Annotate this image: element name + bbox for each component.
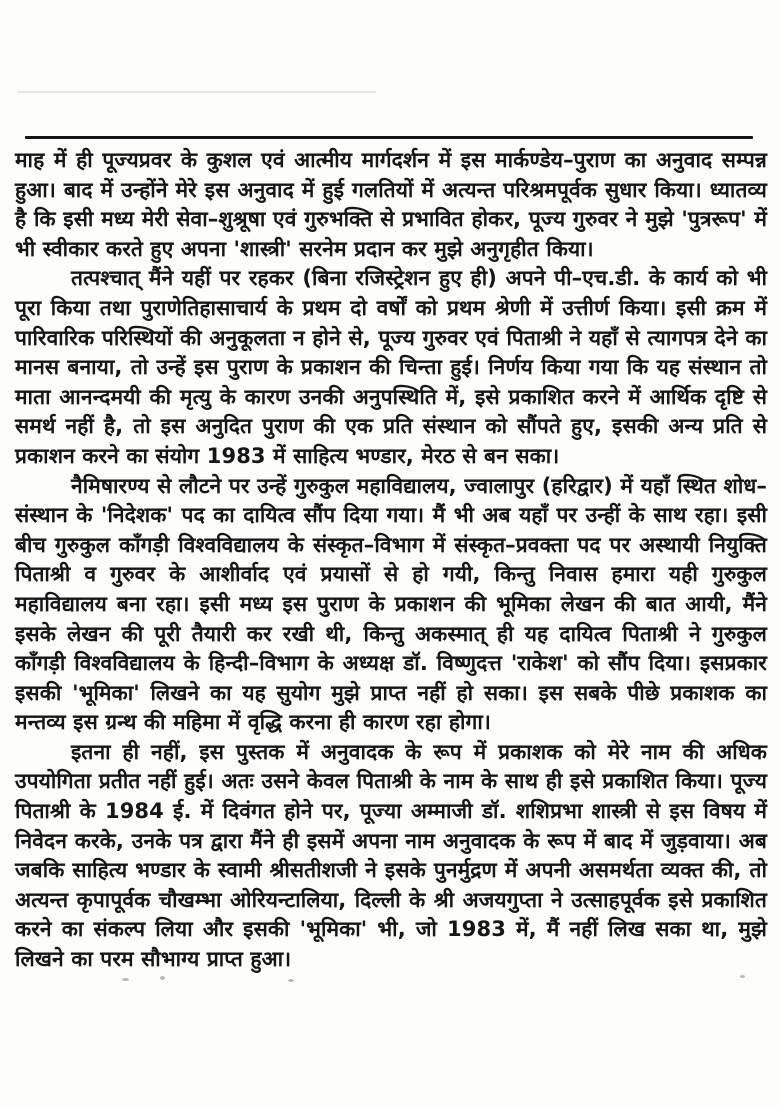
scan-speck	[122, 978, 129, 981]
body-text	[15, 146, 767, 975]
scan-speck	[160, 976, 165, 980]
paragraph: माह में ही पूज्यप्रवर के कुशल एवं आत्मीय मार्गदर्शन में इस मार्कण्डेय–पुराण का अनुवाद सम्पन्न हुआ। बाद में उन्होंने मेरे इस अनुवाद में हुई गलतियों में अत्यन्त परिश्रमपूर्वक सुधार किया। ध्यातव्य है कि इसी मध्य मेरी सेवा–शुश्रूषा एवं गुरुभक्ति से प्रभावित होकर, पूज्य गुरुवर ने मुझे 'पुत्ररूप' में भी स्वीकार करते हुए अपना 'शास्त्री' सरनेम प्रदान कर मुझे अनुगृहीत किया।	[15, 148, 767, 261]
paragraph: तत्पश्चात् मैंने यहीं पर रहकर (बिना रजिस्ट्रेशन हुए ही) अपने पी–एच.डी. के कार्य को भी पूरा किया तथा पुराणेतिहासाचार्य के प्रथम दो वर्षों को प्रथम श्रेणी में उत्तीर्ण किया। इसी क्रम में पारिवारिक परिस्थियों की अनुकूलता न होने से, पूज्य गुरुवर एवं पिताश्री ने यहाँ से त्यागपत्र देने का मानस बनाया, तो उन्हें इस पुराण के प्रकाशन की चिन्ता हुई। निर्णय किया गया कि यह संस्थान तो माता आनन्दमयी की मृत्यु के कारण उनकी अनुपस्थिति में, इसे प्रकाशित करने में आर्थिक दृष्टि से समर्थ नहीं है, तो इस अनुदित पुराण की एक प्रति संस्थान को सौंपते हुए, इसकी अन्य प्रति से प्रकाशन करने का संयोग 1983 में साहित्य भण्डार, मेरठ से बन सका।	[15, 266, 767, 468]
scan-speck	[288, 979, 294, 982]
scan-speck	[740, 975, 745, 978]
top-rule	[25, 136, 753, 139]
paragraph: इतना ही नहीं, इस पुस्तक में अनुवादक के रूप में प्रकाशक को मेरे नाम की अधिक उपयोगिता प्रतीत नहीं हुई। अतः उसने केवल पिताश्री के नाम के साथ ही इसे प्रकाशित किया। पूज्य पिताश्री के 1984 ई. में दिवंगत होने पर, पूज्या अम्माजी डॉ. शशिप्रभा शास्त्री से इस विषय में निवेदन करके, उनके पत्र द्वारा मैंने ही इसमें अपना नाम अनुवादक के रूप में बाद में जुड़वाया। अब जबकि साहित्य भण्डार के स्वामी श्रीसतीशजी ने इसके पुनर्मुद्रण में अपनी असमर्थता व्यक्त की, तो अत्यन्त कृपापूर्वक चौखम्भा ओरियन्टालिया, दिल्ली के श्री अजयगुप्ता ने उत्साहपूर्वक इसे प्रकाशित करने का संकल्प लिया और इसकी 'भूमिका' भी, जो 1983 में, मैं नहीं लिख सका था, मुझे लिखने का परम सौभाग्य प्राप्त हुआ।	[15, 739, 767, 972]
scan-artifact-line	[18, 91, 376, 93]
paragraph: नैमिषारण्य से लौटने पर उन्हें गुरुकुल महाविद्यालय, ज्वालापुर (हरिद्वार) में यहाँ स्थित शोध–संस्थान के 'निदेशक' पद का दायित्व सौंप दिया गया। मैं भी अब यहाँ पर उन्हीं के साथ रहा। इसी बीच गुरुकुल काँगड़ी विश्वविद्यालय के संस्कृत–विभाग में संस्कृत–प्रवक्ता पद पर अस्थायी नियुक्ति पिताश्री व गुरुवर के आशीर्वाद एवं प्रयासों से हो गयी, किन्तु निवास हमारा यही गुरुकुल महाविद्यालय बना रहा। इसी मध्य इस पुराण के प्रकाशन की भूमिका लेखन की बात आयी, मैंने इसके लेखन की पूरी तैयारी कर रखी थी, किन्तु अकस्मात् ही यह दायित्व पिताश्री ने गुरुकुल काँगड़ी विश्वविद्यालय के हिन्दी–विभाग के अध्यक्ष डॉ. विष्णुदत्त 'राकेश' को सौंप दिया। इसप्रकार इसकी 'भूमिका' लिखने का यह सुयोग मुझे प्राप्त नहीं हो सका। इस सबके पीछे प्रकाशक का मन्तव्य इस ग्रन्थ की महिमा में वृद्धि करना ही कारण रहा होगा।	[15, 473, 767, 735]
